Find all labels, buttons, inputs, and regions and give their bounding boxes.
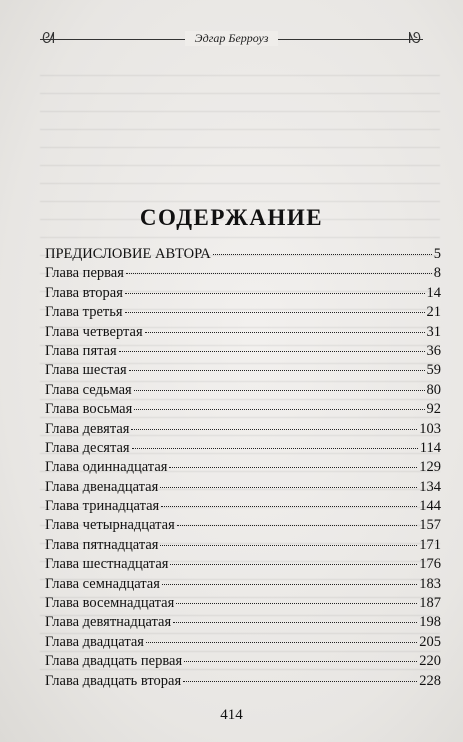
toc-entry-page: 157 [419,517,441,534]
toc-entry-label: Глава пятнадцатая [45,536,159,553]
toc-entry [45,479,441,498]
toc-entry [45,324,441,343]
toc-list [45,246,441,692]
toc-entry-label: Глава двадцать первая [45,653,183,670]
toc-entry [45,343,441,362]
running-head-title: Эдгар Берроуз [185,31,279,46]
running-head [40,28,423,48]
dot-leader [129,370,425,371]
toc-entry [45,382,441,401]
dot-leader [134,409,424,410]
dot-leader [146,642,417,643]
toc-entry-label: Глава шестая [45,362,127,379]
dot-leader [183,681,417,682]
toc-entry [45,246,441,265]
toc-entry-page: 92 [426,401,441,418]
toc-entry-label: Глава пятая [45,342,117,359]
toc-entry-page: 5 [433,246,441,262]
toc-entry-page: 21 [426,304,441,321]
toc-entry-page: 144 [419,498,441,515]
toc-entry-page: 198 [419,614,441,631]
dot-leader [162,584,417,585]
toc-entry-page: 80 [426,381,441,398]
toc-entry [45,673,441,692]
toc-entry [45,421,441,440]
toc-entry-page: 171 [419,536,441,553]
page-number: 414 [220,707,243,723]
toc-entry-page: 14 [426,284,441,301]
toc-entry [45,614,441,633]
toc-entry-page: 134 [419,478,441,495]
toc-entry [45,576,441,595]
right-flourish-icon: ᘚ [408,31,421,47]
toc-entry [45,285,441,304]
toc-entry-label: Глава восьмая [45,401,133,418]
dot-leader [213,254,432,255]
toc-entry [45,537,441,556]
dot-leader [134,390,425,391]
toc-entry-label: Глава десятая [45,439,130,456]
toc-entry-label: Глава четырнадцатая [45,517,175,534]
toc-entry-page: 187 [419,595,441,612]
toc-entry [45,653,441,672]
toc-entry [45,304,441,323]
dot-leader [119,351,425,352]
toc-entry-label: Глава двадцатая [45,633,144,650]
dot-leader [176,603,417,604]
dot-leader [131,429,417,430]
dot-leader [161,506,417,507]
toc-entry-label: Глава вторая [45,284,123,301]
toc-entry-label: Глава седьмая [45,381,132,398]
dot-leader [132,448,418,449]
dot-leader [170,564,417,565]
toc-entry-label: Глава шестнадцатая [45,556,169,573]
toc-entry-page: 176 [419,556,441,573]
toc-entry-page: 103 [419,420,441,437]
toc-entry [45,401,441,420]
toc-entry [45,459,441,478]
toc-entry [45,517,441,536]
toc-entry-label: Глава девятая [45,420,130,437]
toc-entry-page: 114 [419,439,441,456]
dot-leader [125,312,425,313]
toc-entry [45,362,441,381]
toc-entry-page: 205 [419,633,441,650]
toc-entry-label: Глава восемнадцатая [45,595,175,612]
toc-entry-page: 59 [426,362,441,379]
dot-leader [184,661,417,662]
toc-entry-label: Глава тринадцатая [45,498,160,515]
left-flourish-icon: ᘛ [42,31,55,47]
toc-entry-label: ПРЕДИСЛОВИЕ АВТОРА [45,246,211,262]
toc-entry-label: Глава четвертая [45,323,143,340]
dot-leader [173,622,417,623]
toc-entry [45,634,441,653]
toc-entry-label: Глава двенадцатая [45,478,159,495]
dot-leader [160,487,417,488]
dot-leader [125,293,425,294]
toc-entry-label: Глава двадцать вторая [45,672,182,689]
toc-entry-label: Глава одиннадцатая [45,459,168,476]
toc-entry-label: Глава третья [45,304,123,321]
toc-entry [45,556,441,575]
toc-entry-page: 31 [426,323,441,340]
toc-entry-label: Глава первая [45,265,124,282]
toc-heading: СОДЕРЖАНИЕ [139,205,324,230]
dot-leader [126,273,432,274]
toc-entry-label: Глава девятнадцатая [45,614,172,631]
toc-entry-label: Глава семнадцатая [45,575,160,592]
toc-entry [45,265,441,284]
toc-entry-page: 129 [419,459,441,476]
toc-entry-page: 36 [426,342,441,359]
dot-leader [177,525,418,526]
toc-entry-page: 183 [419,575,441,592]
toc-entry [45,595,441,614]
toc-entry-page: 8 [433,265,441,282]
dot-leader [145,332,425,333]
toc-entry [45,440,441,459]
toc-entry-page: 220 [419,653,441,670]
toc-entry [45,498,441,517]
dot-leader [160,545,417,546]
dot-leader [169,467,417,468]
toc-entry-page: 228 [419,672,441,689]
